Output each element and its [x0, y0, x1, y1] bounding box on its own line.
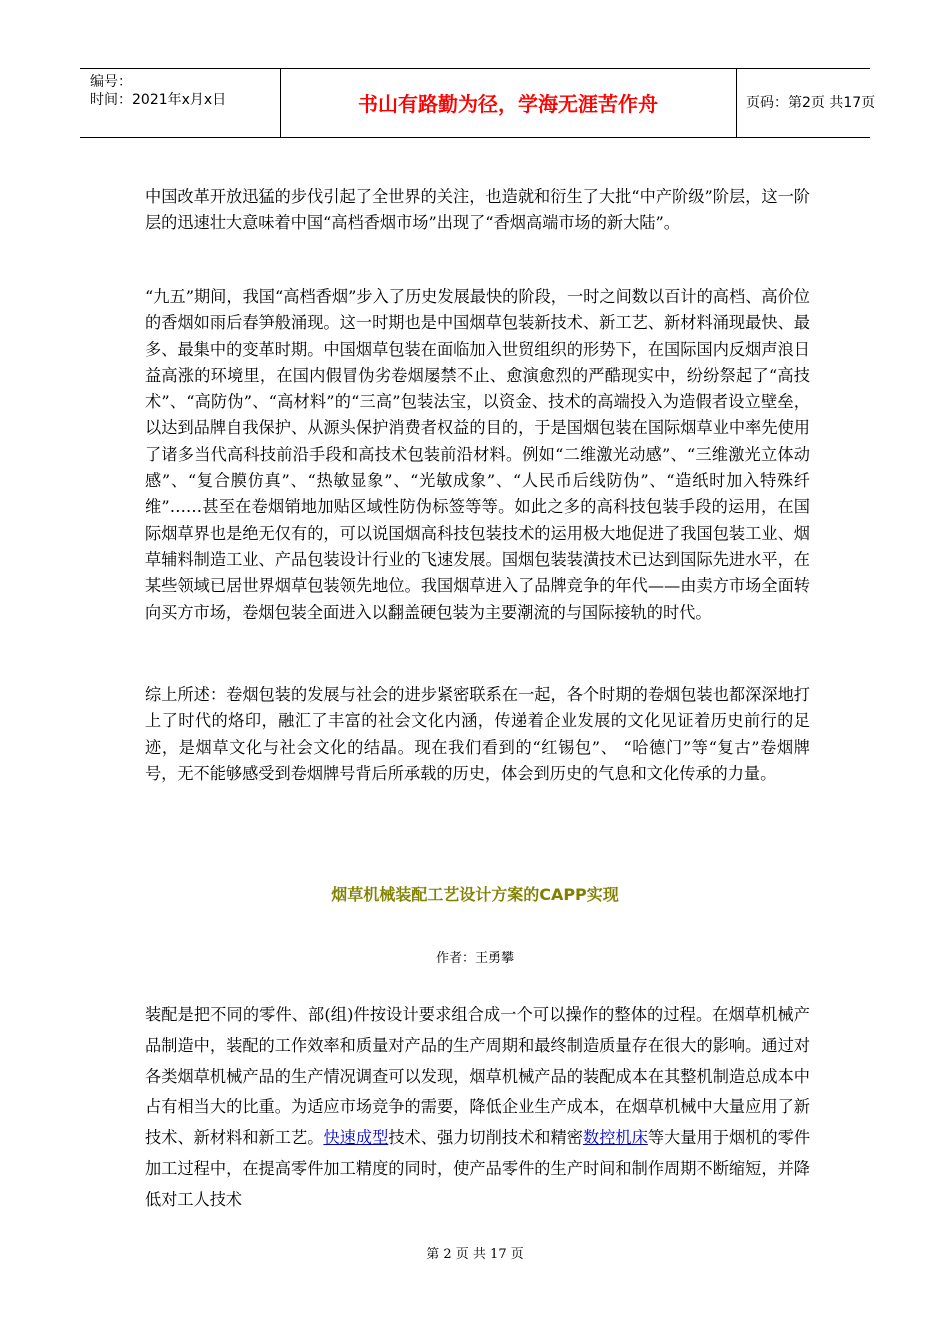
article-paragraph — [145, 1000, 810, 1216]
document-number-label: 编号： — [90, 74, 132, 90]
article-text-b: 技术、强力切削技术和精密 — [388, 1128, 583, 1148]
header-motto: 书山有路勤为径，学海无涯苦作舟 — [358, 92, 658, 116]
rapid-prototyping-link[interactable]: 快速成型 — [323, 1128, 389, 1148]
document-time-label: 时间：2021年x月x日 — [90, 92, 227, 108]
header-page-number: 页码：第2页 共17页 — [746, 95, 876, 111]
header-meta-cell — [80, 69, 281, 137]
body-paragraph-3: 综上所述：卷烟包装的发展与社会的进步紧密联系在一起，各个时期的卷烟包装也都深深地打上了时代的烙印，融汇了丰富的社会文化内涵，传递着企业发展的文化见证着历史前行的足迹，是烟草文化与社会文化的结晶。现在我们看到的“红锡包”、 “哈德门”等“复古”卷烟牌号，无不能够感受到卷烟牌号背后所承载的历史，体会到历史的气息和文化传承的力量。 — [145, 685, 810, 783]
header-motto-cell — [280, 69, 737, 137]
header-page-cell — [736, 69, 876, 137]
header-table — [80, 68, 876, 138]
article-text-c: 等大量用于烟机的零件加工过程中，在提高零件加工精度的同时，使产品零件的生产时间和制作周期不断缩短，并降低对工人技术 — [145, 1128, 811, 1209]
article-author: 作者：王勇攀 — [435, 951, 514, 966]
body-paragraph-2: “九五”期间，我国“高档香烟”步入了历史发展最快的阶段，一时之间数以百计的高档、高价位的香烟如雨后春笋般涌现。这一时期也是中国烟草包装新技术、新工艺、新材料涌现最快、最多、最集中的变革时期。中国烟草包装在面临加入世贸组织的形势下，在国际国内反烟声浪日益高涨的环境里，在国内假冒伪劣卷烟屡禁不止、愈演愈烈的严酷现实中，纷纷祭起了“高技术”、“高防伪”、“高材料”的“三高”包装法宝，以资金、技术的高端投入为造假者设立壁垒，以达到品牌自我保护、从源头保护消费者权益的目的，于是国烟包装在国际烟草业中率先使用了诸多当代高科技前沿手段和高技术包装前沿材料。例如“二维激光动感”、“三维激光立体动感”、“复合膜仿真”、“热敏显象”、“光敏成象”、“人民币后线防伪”、“造纸时加入特殊纤维”……甚至在卷烟销地加贴区域性防伪标签等等。如此之多的高科技包装手段的运用，在国际烟草界也是绝无仅有的，可以说国烟高科技包装技术的运用极大地促进了我国包装工业、烟草辅料制造工业、产品包装设计行业的飞速发展。国烟包装装潢技术已达到国际先进水平，在某些领域已居世界烟草包装领先地位。我国烟草进入了品牌竞争的年代——由卖方市场全面转向买方市场，卷烟包装全面进入以翻盖硬包装为主要潮流的与国际接轨的时代。 — [145, 287, 810, 622]
page-footer: 第 2 页 共 17 页 — [426, 1247, 524, 1262]
article-title: 烟草机械装配工艺设计方案的CAPP实现 — [331, 885, 619, 904]
body-paragraph-1: 中国改革开放迅猛的步伐引起了全世界的关注，也造就和衍生了大批“中产阶级”阶层，这一阶层的迅速壮大意味着中国“高档香烟市场”出现了“香烟高端市场的新大陆”。 — [145, 187, 810, 233]
cnc-machine-link[interactable]: 数控机床 — [582, 1128, 648, 1148]
article-text-a: 装配是把不同的零件、部(组)件按设计要求组合成一个可以操作的整体的过程。在烟草机械产品制造中，装配的工作效率和质量对产品的生产周期和最终制造质量存在很大的影响。通过对各类烟草机械产品的生产情况调查可以发现，烟草机械产品的装配成本在其整机制造总成本中占有相当大的比重。为适应市场竞争的需要，降低企业生产成本，在烟草机械中大量应用了新技术、新材料和新工艺。 — [145, 1005, 810, 1148]
